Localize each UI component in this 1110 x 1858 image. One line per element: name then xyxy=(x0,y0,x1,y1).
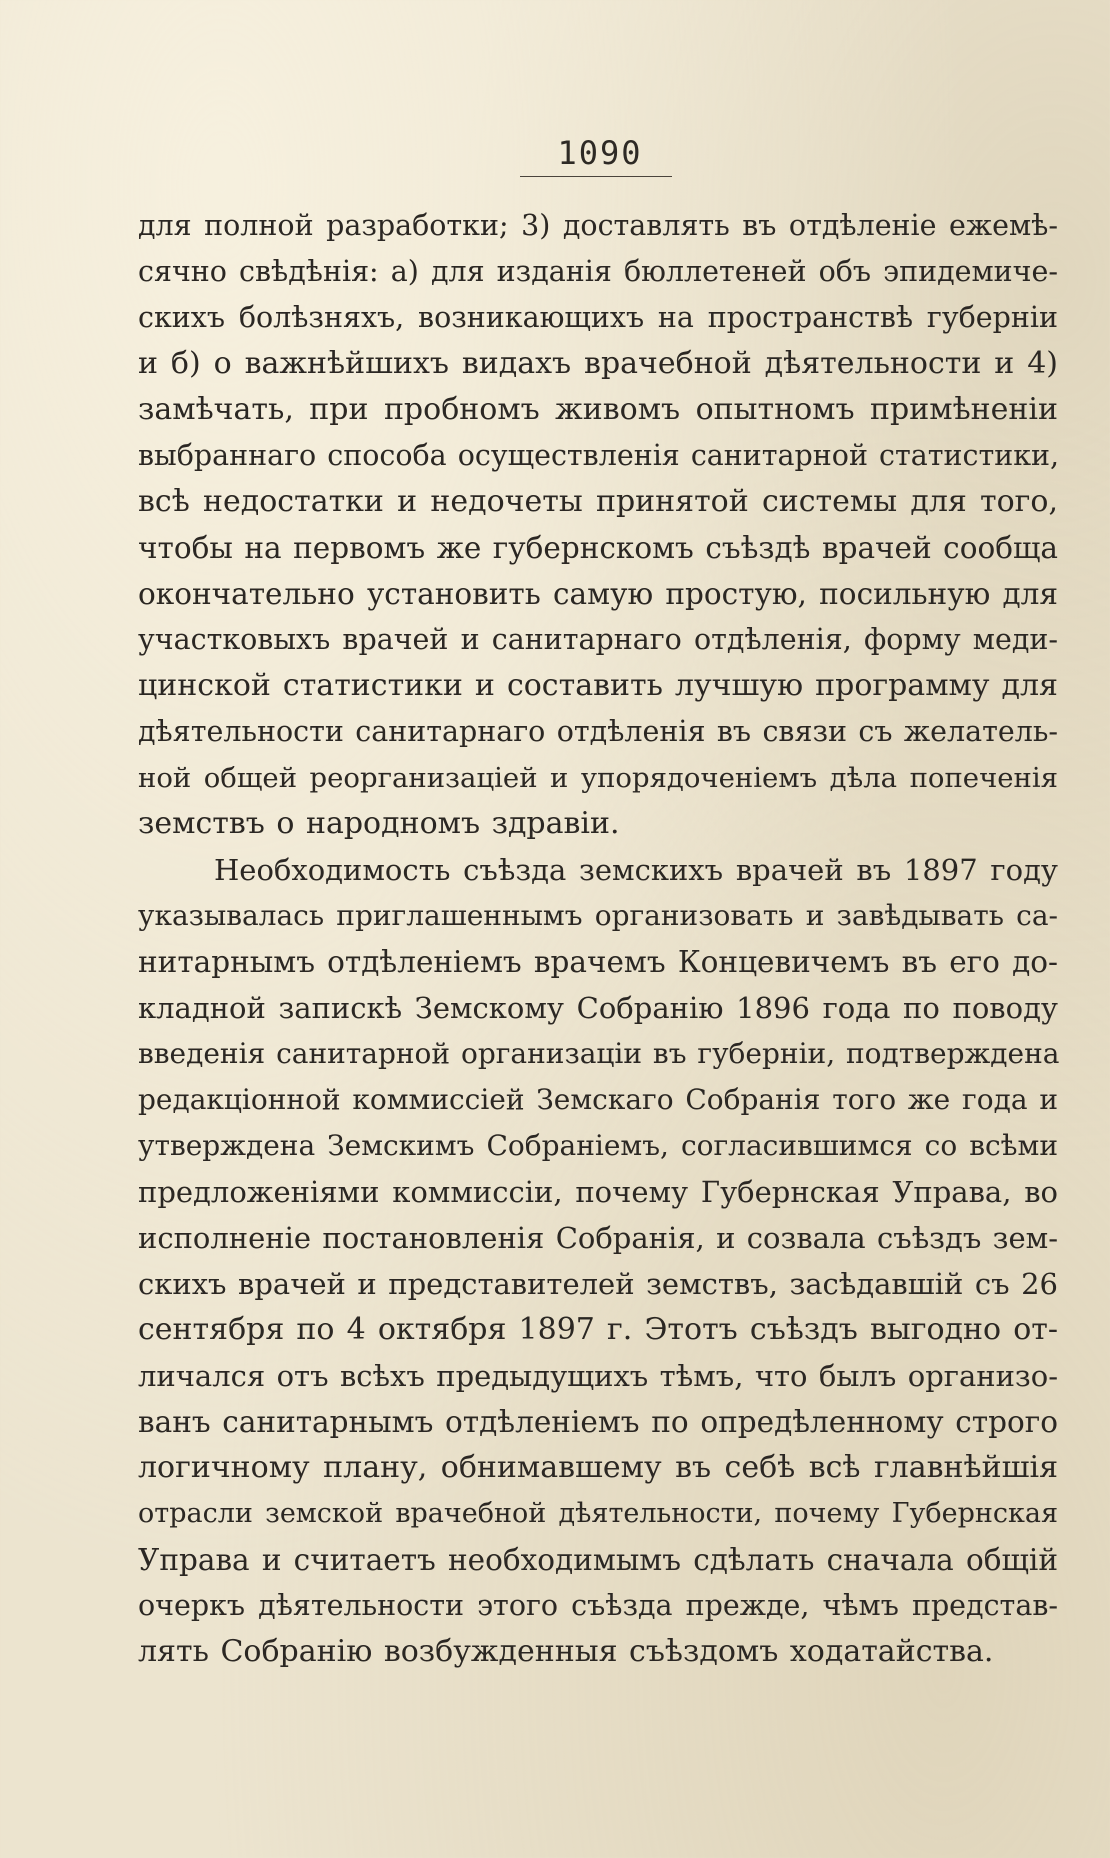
text-line: и б) о важнѣйшихъ видахъ врачебной дѣятельности и 4) xyxy=(138,346,1058,381)
text-line: скихъ болѣзняхъ, возникающихъ на пространствѣ губерніи xyxy=(138,301,1058,334)
text-line: земствъ о народномъ здравіи. xyxy=(138,806,620,841)
paragraph-2 xyxy=(138,847,1058,1675)
text-line: редакціонной коммиссіей Земскаго Собранія того же года и xyxy=(138,1083,1058,1116)
page-number: 1090 xyxy=(557,134,643,172)
text-line: участковыхъ врачей и санитарнаго отдѣленія, форму меди- xyxy=(138,623,1058,656)
text-line: скихъ врачей и представителей земствъ, засѣдавшій съ 26 xyxy=(138,1267,1058,1301)
text-line: исполненіе постановленія Собранія, и созвала съѣздъ зем- xyxy=(138,1221,1058,1255)
text-line: логичному плану, обнимавшему въ себѣ всѣ главнѣйшія xyxy=(138,1450,1058,1485)
text-line: указывалась приглашеннымъ организовать и завѣдывать са- xyxy=(138,899,1058,932)
text-line: ванъ санитарнымъ отдѣленіемъ по опредѣленному строго xyxy=(138,1405,1058,1439)
text-line: сячно свѣдѣнія: а) для изданія бюллетеней объ эпидемиче- xyxy=(138,255,1058,288)
text-line: для полной разработки; 3) доставлять въ отдѣленіе ежемѣ- xyxy=(138,209,1058,242)
text-line: цинской статистики и составить лучшую программу для xyxy=(138,668,1058,703)
text-line: лять Собранію возбужденныя съѣздомъ ходатайства. xyxy=(138,1634,994,1669)
paragraph-1 xyxy=(138,203,1058,847)
text-line: выбраннаго способа осуществленія санитарной статистики, xyxy=(138,439,1060,472)
text-line: личался отъ всѣхъ предыдущихъ тѣмъ, что былъ организо- xyxy=(138,1359,1058,1393)
text-line: очеркъ дѣятельности этого съѣзда прежде, чѣмъ представ- xyxy=(138,1589,1058,1622)
text-line: чтобы на первомъ же губернскомъ съѣздѣ врачей сообща xyxy=(138,531,1058,565)
text-line: отрасли земской врачебной дѣятельности, почему Губернская xyxy=(138,1498,1058,1529)
text-line: дѣятельности санитарнаго отдѣленія въ связи съ желатель- xyxy=(138,715,1058,748)
text-line: замѣчать, при пробномъ живомъ опытномъ примѣненіи xyxy=(138,392,1058,427)
text-line: кладной запискѣ Земскому Собранію 1896 года по поводу xyxy=(138,991,1058,1025)
page-number-rule xyxy=(520,176,672,177)
text-line: предложеніями коммиссіи, почему Губернская Управа, во xyxy=(138,1175,1058,1209)
text-line: введенія санитарной организаціи въ губерніи, подтверждена xyxy=(138,1037,1060,1070)
text-line: Управа и считаетъ необходимымъ сдѣлать сначала общій xyxy=(138,1543,1058,1577)
body-text xyxy=(138,203,1058,1675)
text-line: сентября по 4 октября 1897 г. Этотъ съѣздъ выгодно от- xyxy=(138,1312,1058,1347)
text-line: всѣ недостатки и недочеты принятой системы для того, xyxy=(138,484,1058,519)
text-line: окончательно установить самую простую, посильную для xyxy=(138,577,1058,611)
text-line: ной общей реорганизаціей и упорядоченіемъ дѣла попеченія xyxy=(138,762,1058,794)
text-line: утверждена Земскимъ Собраніемъ, согласившимся со всѣми xyxy=(138,1129,1058,1162)
text-line: нитарнымъ отдѣленіемъ врачемъ Концевичемъ въ его до- xyxy=(138,945,1058,979)
text-line: Необходимость съѣзда земскихъ врачей въ 1897 году xyxy=(214,853,1058,887)
